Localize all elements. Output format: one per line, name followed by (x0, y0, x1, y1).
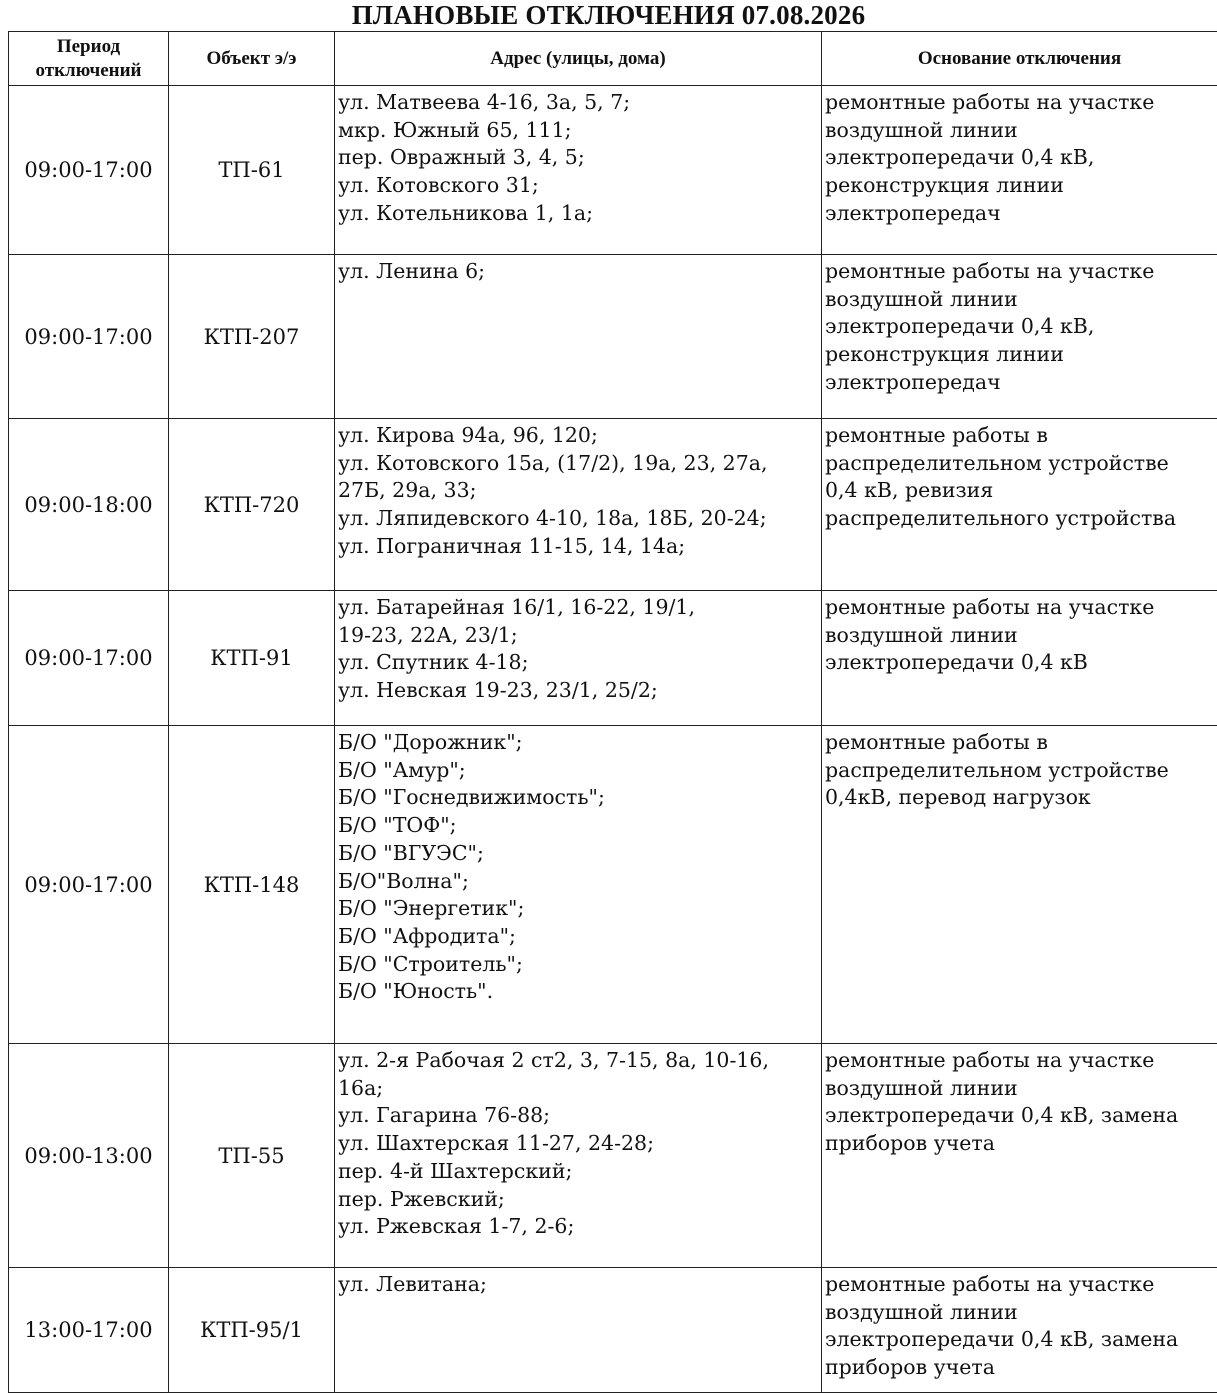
header-address: Адрес (улицы, дома) (335, 32, 822, 86)
period-cell: 09:00-18:00 (9, 419, 169, 591)
address-line: ул. 2-я Рабочая 2 ст2, 3, 7-15, 8а, 10-16, (338, 1047, 819, 1075)
reason-line: приборов учета (825, 1130, 1215, 1158)
address-line: Б/О "Госнедвижимость"; (338, 784, 819, 812)
address-line: Б/О "ВГУЭС"; (338, 840, 819, 868)
reason-line: ремонтные работы на участке (825, 594, 1215, 622)
reason-line: реконструкция линии (825, 172, 1215, 200)
address-line: Б/О "Энергетик"; (338, 895, 819, 923)
reason-line: электропередач (825, 200, 1215, 228)
address-cell (335, 255, 822, 419)
reason-line: распределительном устройстве (825, 450, 1215, 478)
address-line: ул. Гагарина 76-88; (338, 1102, 819, 1130)
address-line: ул. Пограничная 11-15, 14, 14а; (338, 533, 819, 561)
address-line: ул. Котельникова 1, 1а; (338, 200, 819, 228)
period-cell: 09:00-17:00 (9, 255, 169, 419)
address-line: ул. Шахтерская 11-27, 24-28; (338, 1130, 819, 1158)
reason-cell (822, 591, 1217, 726)
reason-line: 0,4 кВ, ревизия (825, 477, 1215, 505)
address-line: ул. Спутник 4-18; (338, 649, 819, 677)
reason-line: электропередач (825, 369, 1215, 397)
address-cell (335, 419, 822, 591)
outage-table (8, 31, 1217, 1393)
address-line: ул. Кирова 94а, 96, 120; (338, 422, 819, 450)
reason-line: ремонтные работы на участке (825, 89, 1215, 117)
object-cell: ТП-61 (169, 86, 335, 255)
reason-line: распределительном устройстве (825, 757, 1215, 785)
reason-line: 0,4кВ, перевод нагрузок (825, 784, 1215, 812)
period-cell: 09:00-17:00 (9, 86, 169, 255)
reason-line: электропередачи 0,4 кВ (825, 649, 1215, 677)
address-line: Б/О "Юность". (338, 978, 819, 1006)
address-line: ул. Котовского 15а, (17/2), 19а, 23, 27а, (338, 450, 819, 478)
reason-cell (822, 726, 1217, 1044)
address-cell (335, 1044, 822, 1268)
table-row (9, 255, 1217, 419)
period-cell: 13:00-17:00 (9, 1268, 169, 1393)
address-line: Б/О "ТОФ"; (338, 812, 819, 840)
address-line: ул. Батарейная 16/1, 16-22, 19/1, (338, 594, 819, 622)
object-cell: КТП-91 (169, 591, 335, 726)
reason-line: воздушной линии (825, 1075, 1215, 1103)
address-line: Б/О "Амур"; (338, 757, 819, 785)
reason-line: воздушной линии (825, 622, 1215, 650)
reason-line: ремонтные работы в (825, 422, 1215, 450)
reason-line: приборов учета (825, 1354, 1215, 1382)
address-line: Б/О "Строитель"; (338, 951, 819, 979)
table-row (9, 86, 1217, 255)
reason-line: электропередачи 0,4 кВ, замена (825, 1102, 1215, 1130)
header-period (9, 32, 169, 86)
reason-line: ремонтные работы на участке (825, 258, 1215, 286)
address-line: Б/О"Волна"; (338, 868, 819, 896)
reason-line: воздушной линии (825, 1299, 1215, 1327)
table-row (9, 726, 1217, 1044)
page-title: ПЛАНОВЫЕ ОТКЛЮЧЕНИЯ 07.08.2026 (0, 0, 1217, 31)
address-line: пер. Овражный 3, 4, 5; (338, 144, 819, 172)
address-line: ул. Матвеева 4-16, 3а, 5, 7; (338, 89, 819, 117)
header-object: Объект э/э (169, 32, 335, 86)
address-cell (335, 86, 822, 255)
address-line: Б/О "Дорожник"; (338, 729, 819, 757)
reason-line: ремонтные работы в (825, 729, 1215, 757)
reason-cell (822, 419, 1217, 591)
reason-line: ремонтные работы на участке (825, 1271, 1215, 1299)
object-cell: КТП-720 (169, 419, 335, 591)
address-line: 27Б, 29а, 33; (338, 477, 819, 505)
reason-cell (822, 86, 1217, 255)
reason-cell (822, 255, 1217, 419)
reason-line: электропередачи 0,4 кВ, (825, 313, 1215, 341)
object-cell: КТП-95/1 (169, 1268, 335, 1393)
address-line: пер. 4-й Шахтерский; (338, 1158, 819, 1186)
address-line: мкр. Южный 65, 111; (338, 117, 819, 145)
header-row (9, 32, 1217, 86)
reason-line: электропередачи 0,4 кВ, замена (825, 1326, 1215, 1354)
address-line: 19-23, 22А, 23/1; (338, 622, 819, 650)
reason-line: воздушной линии (825, 117, 1215, 145)
reason-cell (822, 1044, 1217, 1268)
address-line: ул. Ляпидевского 4-10, 18а, 18Б, 20-24; (338, 505, 819, 533)
address-cell (335, 726, 822, 1044)
address-line: ул. Ржевская 1-7, 2-6; (338, 1213, 819, 1241)
period-cell: 09:00-17:00 (9, 726, 169, 1044)
period-cell: 09:00-17:00 (9, 591, 169, 726)
reason-line: электропередачи 0,4 кВ, (825, 144, 1215, 172)
header-period-line2: отключений (9, 59, 168, 83)
reason-line: воздушной линии (825, 286, 1215, 314)
reason-line: распределительного устройства (825, 505, 1215, 533)
address-line: ул. Невская 19-23, 23/1, 25/2; (338, 677, 819, 705)
address-line: 16а; (338, 1075, 819, 1103)
address-cell (335, 591, 822, 726)
address-line: Б/О "Афродита"; (338, 923, 819, 951)
header-period-line1: Период (9, 35, 168, 59)
reason-cell (822, 1268, 1217, 1393)
object-cell: КТП-148 (169, 726, 335, 1044)
object-cell: КТП-207 (169, 255, 335, 419)
table-row (9, 419, 1217, 591)
header-reason: Основание отключения (822, 32, 1217, 86)
object-cell: ТП-55 (169, 1044, 335, 1268)
address-line: ул. Ленина 6; (338, 258, 819, 286)
table-row (9, 1044, 1217, 1268)
address-cell (335, 1268, 822, 1393)
address-line: пер. Ржевский; (338, 1186, 819, 1214)
reason-line: ремонтные работы на участке (825, 1047, 1215, 1075)
table-row (9, 1268, 1217, 1393)
address-line: ул. Котовского 31; (338, 172, 819, 200)
address-line: ул. Левитана; (338, 1271, 819, 1299)
table-row (9, 591, 1217, 726)
reason-line: реконструкция линии (825, 341, 1215, 369)
period-cell: 09:00-13:00 (9, 1044, 169, 1268)
